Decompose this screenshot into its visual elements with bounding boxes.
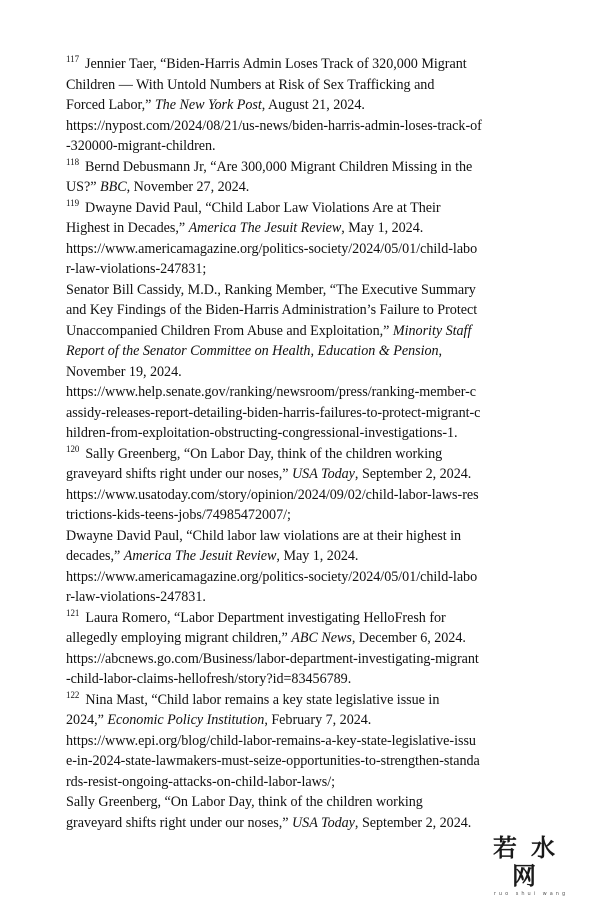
- watermark-subtext: ruo shui wang: [493, 891, 569, 897]
- citation-text: r-law-violations-247831.: [66, 589, 206, 605]
- footnote-line: [66, 116, 544, 137]
- citation-text: , August 21, 2024.: [261, 97, 365, 113]
- citation-text: , May 1, 2024.: [276, 548, 359, 564]
- citation-text: https://www.americamagazine.org/politics-society/2024/05/01/child-labo: [66, 240, 478, 257]
- citation-text: Dwayne David Paul, “Child labor law violations are at their highest in: [66, 527, 462, 544]
- citation-text: https://nypost.com/2024/08/21/us-news/biden-harris-admin-loses-track-of: [66, 117, 482, 134]
- footnote-line: [66, 546, 544, 567]
- citation-text: e-in-2024-state-lawmakers-must-seize-opportunities-to-strengthen-standa: [66, 753, 480, 769]
- footnote-start-line: [66, 198, 544, 219]
- citation-source-title: ABC News: [291, 630, 352, 646]
- footnote-line: [66, 772, 544, 793]
- citation-text: trictions-kids-teens-jobs/74985472007/;: [66, 507, 291, 523]
- citation-text: graveyard shifts right under our noses,”: [66, 466, 292, 482]
- citation-text: , September 2, 2024.: [354, 466, 472, 482]
- citation-text: Nina Mast, “Child labor remains a key state legislative issue in: [85, 691, 440, 708]
- footnote-line: [66, 485, 544, 506]
- citation-text: Children — With Untold Numbers at Risk of Sex Trafficking and: [66, 76, 435, 93]
- citation-source-title: Report of the Senator Committee on Health, Education & Pension: [66, 343, 439, 359]
- citation-text: decades,”: [66, 548, 124, 564]
- citation-text: https://abcnews.go.com/Business/labor-department-investigating-migrant: [66, 650, 479, 667]
- citation-text: r-law-violations-247831;: [66, 261, 207, 277]
- footnote-start-line: [66, 690, 544, 711]
- citation-text: Dwayne David Paul, “Child Labor Law Violations Are at Their: [85, 199, 441, 216]
- citation-text: hildren-from-exploitation-obstructing-congressional-investigations-1.: [66, 425, 458, 441]
- footnote-start-line: [66, 157, 544, 178]
- footnote-line: [66, 280, 544, 301]
- footnote-line: [66, 403, 544, 424]
- footnote-number: 120: [66, 443, 80, 454]
- footnote-line: [66, 321, 544, 342]
- footnote-number: 121: [66, 607, 80, 618]
- citation-text: https://www.help.senate.gov/ranking/newsroom/press/ranking-member-c: [66, 384, 477, 400]
- citation-source-title: America The Jesuit Review: [188, 220, 342, 236]
- citation-text: https://www.usatoday.com/story/opinion/2024/09/02/child-labor-laws-res: [66, 486, 479, 503]
- citation-text: allegedly employing migrant children,”: [66, 630, 292, 646]
- citation-text: -child-labor-claims-hellofresh/story?id=83456789.: [66, 671, 352, 687]
- footnote-number: 119: [66, 197, 80, 208]
- footnote-line: [66, 177, 544, 198]
- citation-text: , December 6, 2024.: [351, 630, 466, 646]
- footnote-line: [66, 239, 544, 260]
- footnote-number: 122: [66, 689, 80, 700]
- citation-text: Forced Labor,”: [66, 97, 155, 113]
- citation-text: -320000-migrant-children.: [66, 138, 216, 154]
- citation-text: and Key Findings of the Biden-Harris Administration’s Failure to Protect: [66, 302, 478, 318]
- citation-text: Highest in Decades,”: [66, 220, 189, 236]
- citation-source-title: Minority Staff: [392, 322, 472, 339]
- citation-text: November 19, 2024.: [66, 363, 182, 380]
- citation-text: https://www.epi.org/blog/child-labor-remains-a-key-state-legislative-issu: [66, 732, 476, 749]
- citation-source-title: The New York Post: [154, 97, 262, 113]
- footnote-line: [66, 813, 544, 834]
- footnote-line: [66, 669, 544, 690]
- citation-text: , February 7, 2024.: [264, 712, 372, 728]
- footnote-line: [66, 218, 544, 239]
- citation-text: , May 1, 2024.: [341, 220, 424, 236]
- citation-text: https://www.americamagazine.org/politics-society/2024/05/01/child-labo: [66, 568, 478, 585]
- citation-source-title: USA Today: [291, 814, 355, 831]
- footnote-line: [66, 567, 544, 588]
- footnote-line: [66, 505, 544, 526]
- footnote-number: 118: [66, 156, 80, 167]
- citation-source-title: BBC: [99, 179, 127, 195]
- footnote-line: [66, 628, 544, 649]
- citation-text: , November 27, 2024.: [126, 179, 250, 195]
- footnote-line: [66, 464, 544, 485]
- citation-text: Unaccompanied Children From Abuse and Exploitation,”: [66, 322, 393, 339]
- citation-text: assidy-releases-report-detailing-biden-harris-failures-to-protect-migrant-c: [66, 404, 481, 421]
- footnote-line: [66, 300, 544, 321]
- citation-text: US?”: [66, 179, 100, 195]
- citation-text: Sally Greenberg, “On Labor Day, think of the children working: [66, 794, 423, 810]
- citation-source-title: USA Today: [291, 466, 355, 482]
- citation-text: rds-resist-ongoing-attacks-on-child-labor-laws/;: [66, 773, 336, 790]
- footnote-line: [66, 710, 544, 731]
- footnote-start-line: [66, 54, 544, 75]
- footnote-start-line: [66, 608, 544, 629]
- watermark-text: 若水网: [493, 834, 569, 890]
- footnote-line: [66, 259, 544, 280]
- citation-text: Jennier Taer, “Biden-Harris Admin Loses Track of 320,000 Migrant: [85, 56, 467, 72]
- citation-text: ,: [438, 343, 443, 359]
- citation-text: , September 2, 2024.: [354, 814, 472, 831]
- citation-text: Laura Romero, “Labor Department investigating HelloFresh for: [85, 609, 446, 626]
- citation-source-title: Economic Policy Institution: [107, 712, 265, 728]
- footnote-line: [66, 587, 544, 608]
- footnote-line: [66, 792, 544, 813]
- footnote-line: [66, 341, 544, 362]
- citation-text: Sally Greenberg, “On Labor Day, think of the children working: [85, 445, 443, 462]
- footnotes-block: [66, 54, 546, 833]
- footnote-start-line: [66, 444, 544, 465]
- footnote-line: [66, 526, 544, 547]
- watermark-logo: [476, 834, 586, 897]
- footnote-line: [66, 136, 544, 157]
- footnote-number: 117: [66, 54, 80, 64]
- citation-source-title: America The Jesuit Review: [123, 548, 277, 564]
- footnote-line: [66, 382, 544, 403]
- footnote-line: [66, 423, 544, 444]
- citation-text: 2024,”: [66, 712, 108, 728]
- citation-text: graveyard shifts right under our noses,”: [66, 814, 292, 831]
- footnote-line: [66, 75, 544, 96]
- citation-text: Senator Bill Cassidy, M.D., Ranking Member, “The Executive Summary: [66, 281, 476, 298]
- footnote-line: [66, 751, 544, 772]
- footnote-line: [66, 95, 544, 116]
- footnote-line: [66, 731, 544, 752]
- footnote-line: [66, 649, 544, 670]
- citation-text: Bernd Debusmann Jr, “Are 300,000 Migrant Children Missing in the: [85, 158, 473, 175]
- footnote-line: [66, 362, 544, 383]
